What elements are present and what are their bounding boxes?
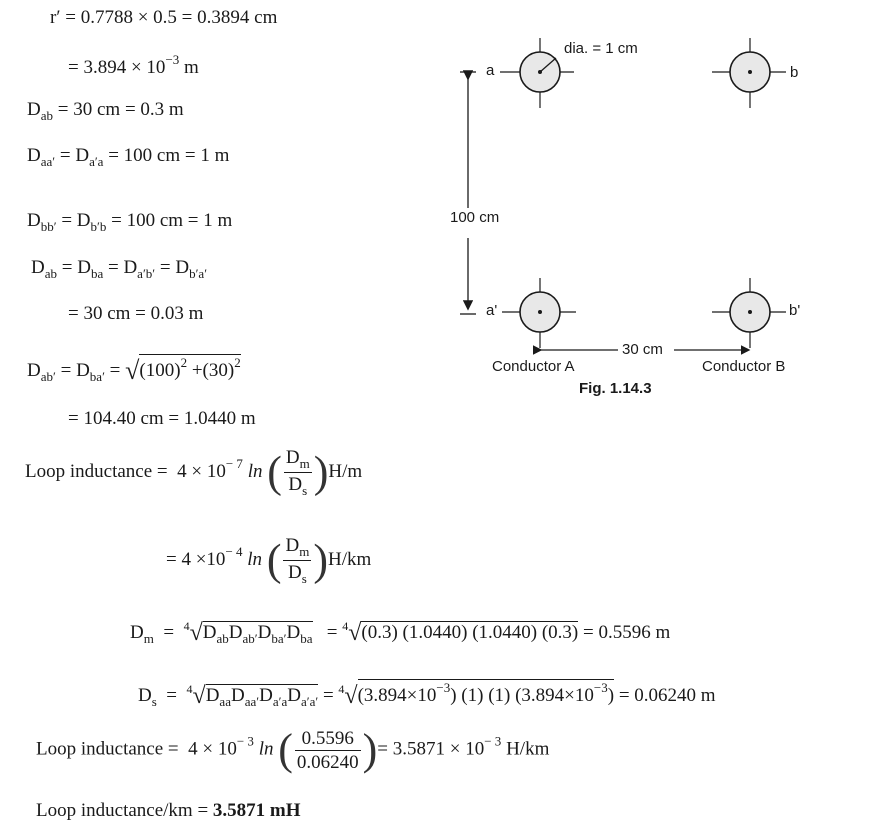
conductor-a-label: Conductor A — [492, 358, 575, 375]
dab-value: = 30 cm = 0.03 m — [68, 303, 204, 324]
label-a-prime: a' — [486, 302, 498, 319]
diameter-label: dia. = 1 cm — [564, 40, 638, 57]
dabp-result: = 104.40 cm = 1.0440 m — [68, 408, 256, 429]
conductor-a-prime — [502, 278, 576, 348]
conductor-a — [500, 38, 574, 108]
daa-equation: $D_{aa'} = D_{a'a} = 100$ cm = 1 m — [27, 145, 230, 169]
ds-equation: $D_s = ^4√D_{aa}D_{aa'}D_{a'a}D_{a'a'} = ^4√(3.894\times 10^{-3})$ (1) (1) $(3.894\times 10^{-3}) = 0.06240$ m — [138, 680, 716, 709]
dab-symmetry-equation: $D_{ab} = D_{ba} = D_{a'b'} = D_{b'a'}$ — [31, 257, 208, 281]
r-prime-meters: = $3.894 \times 10^{-3}$ m — [68, 52, 199, 78]
horizontal-distance-label: 30 cm — [622, 341, 663, 358]
loop-inductance-per-km: Loop inductance/km = 3.5871 mH — [36, 800, 301, 821]
vertical-distance-label: 100 cm — [450, 209, 500, 226]
label-b: b — [790, 64, 799, 81]
loop-inductance-km: = $4 \times 10^{- 4}$ ln ( $\frac{D_m}{D_s}$ )H/km — [166, 535, 372, 586]
label-a: a — [486, 62, 495, 79]
dm-equation: $D_m = ^4√D_{ab}D_{ab'}D_{ba'}D_{ba} = ^4√(0.3)$ (1.0440) (1.0440) (0.3) = 0.5596 m — [130, 619, 671, 646]
conductor-b-prime — [712, 278, 786, 348]
label-b-prime: b' — [789, 302, 801, 319]
dab-equation: $D_{ab} = 30$ cm = 0.3 m — [27, 99, 184, 123]
dabp-equation: $D_{ab'} = D_{ba'} = √(100)^2 +(30)^2$ — [27, 355, 241, 385]
conductor-b — [712, 38, 786, 108]
conductor-b-label: Conductor B — [702, 358, 786, 375]
loop-inductance-result: Loop inductance = $4 \times 10^{- 3}$ ln ( $\frac{0.5596}{0.06240}$ )= $3.5871 \times 10^{- 3}$ H/km — [36, 725, 550, 774]
r-prime-equation: r′ = 0.7788 × 0.5 = 0.3894 cm — [50, 7, 278, 28]
loop-inductance-formula: Loop inductance = $4 \times 10^{- 7}$ ln ( $\frac{D_m}{D_s}$ )H/m — [25, 447, 363, 498]
figure-caption: Fig. 1.14.3 — [579, 380, 652, 397]
dbb-equation: $D_{bb'} = D_{b'b} = 100$ cm = 1 m — [27, 210, 233, 234]
